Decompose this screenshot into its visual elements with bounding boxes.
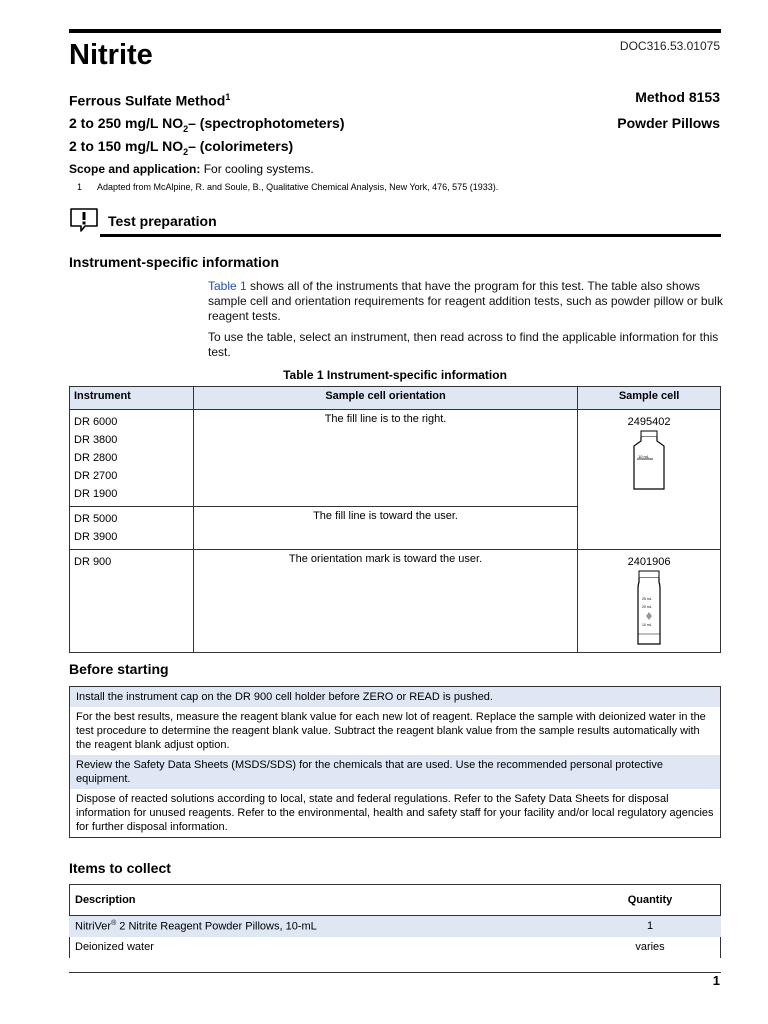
sample-cell-1-label: 10 mL: [638, 454, 650, 459]
sample-cell-2: [578, 550, 721, 653]
col-description: Description: [69, 885, 579, 916]
registered-mark: ®: [111, 920, 117, 927]
method-name: [69, 88, 230, 110]
instrument-info-paragraph-1: [208, 279, 723, 324]
list-item: Install the instrument cap on the DR 900 cell holder before ZERO or READ is pushed.: [70, 687, 720, 707]
vial-mark-1: 25 mL: [642, 597, 652, 601]
instrument-name: DR 900: [74, 556, 112, 568]
item-description: [69, 937, 579, 957]
table-1-link[interactable]: Table 1: [208, 279, 247, 293]
sample-cell-vial-icon: [632, 570, 666, 646]
instrument-name: DR 6000: [74, 416, 118, 428]
method-name-text: Ferrous Sulfate Method: [69, 92, 226, 109]
before-starting-list: [69, 686, 721, 838]
instrument-list: [70, 550, 194, 653]
range1-sub: 2: [183, 123, 189, 134]
footnote-text: Adapted from McAlpine, R. and Soule, B., Qualitative Chemical Analysis, New York, 476, 575 (1933).: [97, 182, 499, 192]
table-row: [69, 916, 721, 937]
packaging-type: Powder Pillows: [617, 115, 720, 131]
instrument-name: DR 3800: [74, 434, 118, 446]
vial-mark-2: 20 mL: [642, 605, 652, 609]
scope-label: Scope and application:: [69, 162, 201, 176]
range1-text: 2 to 250 mg/L NO: [69, 115, 184, 131]
footnote: [69, 182, 498, 192]
list-item: Dispose of reacted solutions according to local, state and federal regulations. Refer to the Safety Data Sheets for disposal information for unused reagents. Refer to the environmental, health and safety staff for your facility and/or local regulatory agencies for further disposal information.: [76, 793, 714, 833]
item-name: NitriVer: [75, 920, 112, 933]
paragraph-1-text: shows all of the instruments that have the program for this test. The table also shows sample cell and orientation requirements for reagent addition tests, such as powder pillow or bulk reagent tests.: [208, 279, 723, 323]
vial-mark-3: 10 mL: [642, 623, 652, 627]
instrument-table: [69, 386, 721, 653]
footnote-number: 1: [77, 182, 83, 192]
list-item: Review the Safety Data Sheets (MSDS/SDS) for the chemicals that are used. Use the recommended personal protective equipment.: [70, 755, 720, 789]
page-title: Nitrite: [69, 39, 153, 71]
instrument-list: [70, 410, 194, 507]
instrument-name: DR 1900: [74, 488, 118, 500]
orientation-cell: The fill line is to the right.: [193, 410, 577, 507]
table-row: [70, 410, 721, 507]
range-spectrophotometers: [69, 114, 344, 138]
range2-tail: – (colorimeters): [188, 138, 294, 154]
instrument-list: [70, 507, 194, 550]
list-item: For the best results, measure the reagent blank value for each new lot of reagent. Replace the sample with deionized water in the test procedure to determine the reagent blank value. Subtract the reagent blank value from the sample results automatically with the reagent blank adjust option.: [76, 711, 706, 751]
top-rule: [69, 29, 721, 33]
sample-cell-1: [578, 410, 721, 550]
item-quantity: 1: [579, 916, 721, 937]
item-quantity: varies: [635, 940, 665, 953]
sample-cell-number: 2495402: [627, 416, 671, 428]
table-row: [70, 550, 721, 653]
items-table: [69, 884, 721, 957]
sample-cell-number: 2401906: [627, 556, 671, 568]
col-sample-cell: Sample cell: [578, 387, 721, 410]
document-code: DOC316.53.01075: [619, 39, 720, 53]
instrument-name: DR 5000: [74, 513, 118, 525]
sample-cell-bottle-icon: [629, 430, 669, 492]
instrument-name: DR 2800: [74, 452, 118, 464]
items-to-collect-heading: Items to collect: [69, 860, 171, 876]
instrument-name: DR 2700: [74, 470, 118, 482]
item-name-rest: 2 Nitrite Reagent Powder Pillows, 10-mL: [116, 920, 317, 933]
range2-text: 2 to 150 mg/L NO: [69, 138, 184, 154]
instrument-table-header: [70, 387, 721, 410]
scope-text: For cooling systems.: [203, 162, 314, 176]
range-colorimeters: [69, 137, 293, 161]
scope-and-application: [69, 162, 314, 176]
footer-rule: [69, 972, 721, 973]
exclamation-note-icon: [69, 207, 99, 233]
test-preparation-rule: [100, 234, 721, 237]
orientation-cell: The fill line is toward the user.: [193, 507, 577, 550]
method-number: Method 8153: [635, 89, 720, 105]
orientation-cell: The orientation mark is toward the user.: [193, 550, 577, 653]
col-instrument: Instrument: [70, 387, 194, 410]
items-table-header: [69, 885, 721, 916]
table-row: [69, 937, 721, 957]
item-description: [69, 916, 579, 937]
table-caption: Table 1 Instrument-specific information: [283, 368, 507, 382]
page-number: 1: [712, 973, 720, 988]
instrument-info-paragraph-2: To use the table, select an instrument, then read across to find the applicable information for this test.: [208, 330, 719, 359]
item-name: Deionized water: [75, 940, 154, 953]
range2-sub: 2: [183, 146, 189, 157]
before-starting-heading: Before starting: [69, 661, 169, 677]
method-footnote-ref: 1: [225, 92, 231, 102]
test-preparation-heading: Test preparation: [108, 213, 217, 229]
instrument-info-heading: Instrument-specific information: [69, 254, 280, 270]
col-orientation: Sample cell orientation: [193, 387, 577, 410]
instrument-name: DR 3900: [74, 531, 118, 543]
range1-tail: – (spectrophotometers): [188, 115, 345, 131]
col-quantity: Quantity: [579, 885, 721, 916]
